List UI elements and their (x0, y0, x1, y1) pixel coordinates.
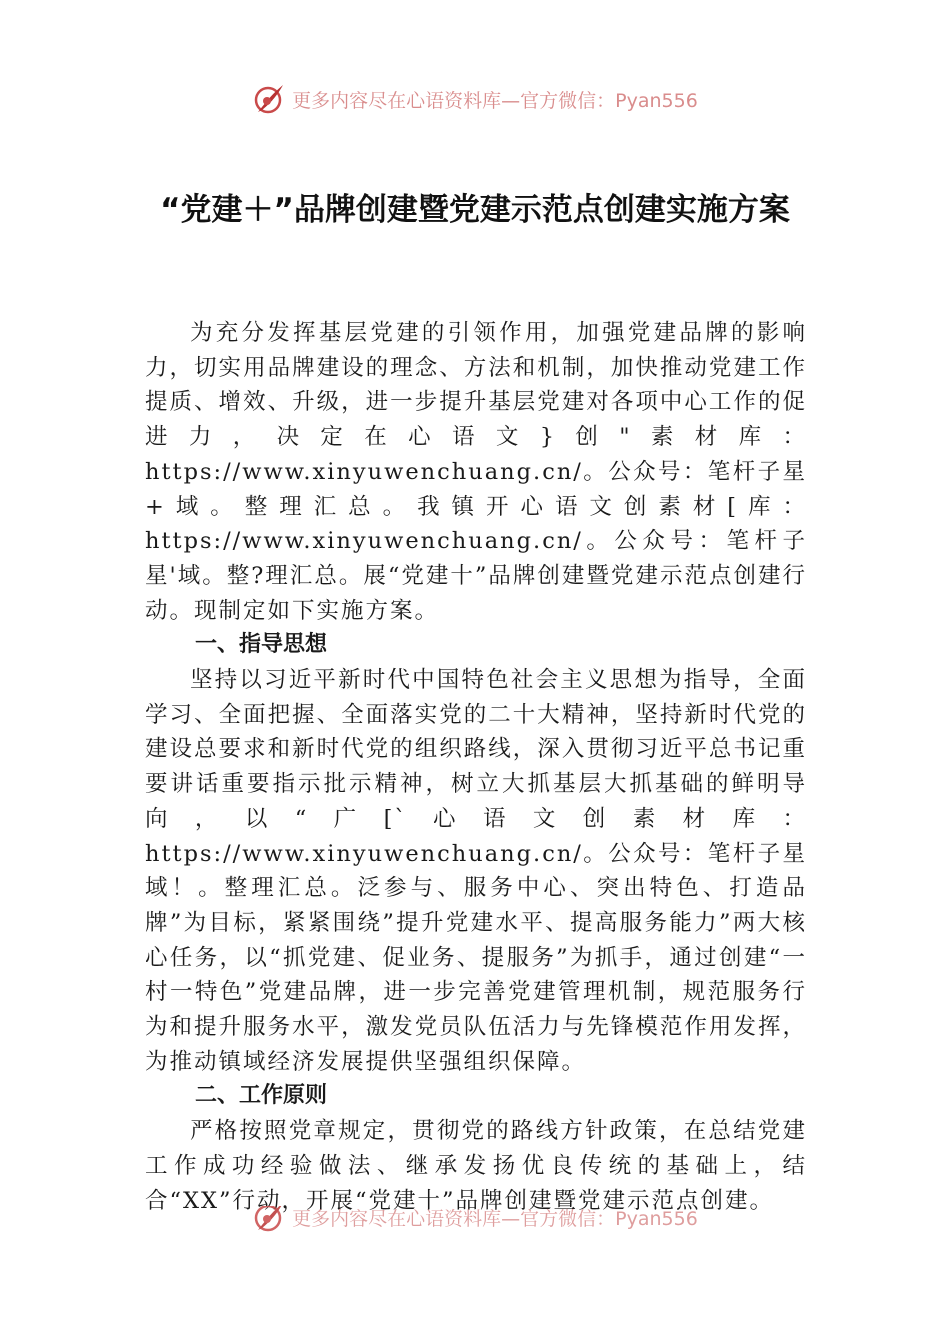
section-heading-guiding-ideology: 一、指导思想 (195, 632, 328, 658)
watermark-header (0, 82, 950, 122)
section-heading-work-principles: 二、工作原则 (195, 1083, 328, 1109)
document-body (145, 316, 807, 1218)
document-title: “党建＋”品牌创建暨党建示范点创建实施方案 (160, 192, 790, 228)
intro-paragraph: 为充分发挥基层党建的引领作用，加强党建品牌的影响力，切实用品牌建设的理念、方法和机制，加快推动党建工作提质、增效、升级，进一步提升基层党建对各项中心工作的促进力，决定在心语文}创"素材库：https://www.xinyuwenchuang.cn/。公众号：笔杆子星+域。整理汇总。我镇开心语文创素材[库：https://www.xinyuwenchuang.cn/。公众号：笔杆子星'域。整?理汇总。展“党建十”品牌创建暨党建示范点创建行动。现制定如下实施方案。 (145, 320, 807, 624)
watermark-footer (0, 1206, 950, 1238)
watermark-text: 更多内容尽在心语资料库—官方微信：Pyan556 (292, 89, 698, 112)
watermark-text-footer: 更多内容尽在心语资料库—官方微信：Pyan556 (292, 1207, 698, 1230)
guiding-ideology-paragraph: 坚持以习近平新时代中国特色社会主义思想为指导，全面学习、全面把握、全面落实党的二十大精神，坚持新时代党的建设总要求和新时代党的组织路线，深入贯彻习近平总书记重要讲话重要指示批示精神，树立大抓基层大抓基础的鲜明导向，以“广[`心语文创素材库：https://www.xinyuwenchuang.cn/。公众号：笔杆子星域！。整理汇总。泛参与、服务中心、突出特色、打造品牌”为目标，紧紧围绕”提升党建水平、提高服务能力”两大核心任务，以“抓党建、促业务、提服务”为抓手，通过创建“一村一特色”党建品牌，进一步完善党建管理机制，规范服务行为和提升服务水平，激发党员队伍活力与先锋模范作用发挥，为推动镇域经济发展提供坚强组织保障。 (145, 667, 807, 1075)
quill-seal-icon (252, 82, 286, 116)
work-principles-paragraph: 严格按照党章规定，贯彻党的路线方针政策，在总结党建工作成功经验做法、继承发扬优良传统的基础上，结合“XX”行动，开展“党建十”品牌创建暨党建示范点创建。 (145, 1118, 807, 1214)
quill-seal-icon (252, 1206, 286, 1234)
